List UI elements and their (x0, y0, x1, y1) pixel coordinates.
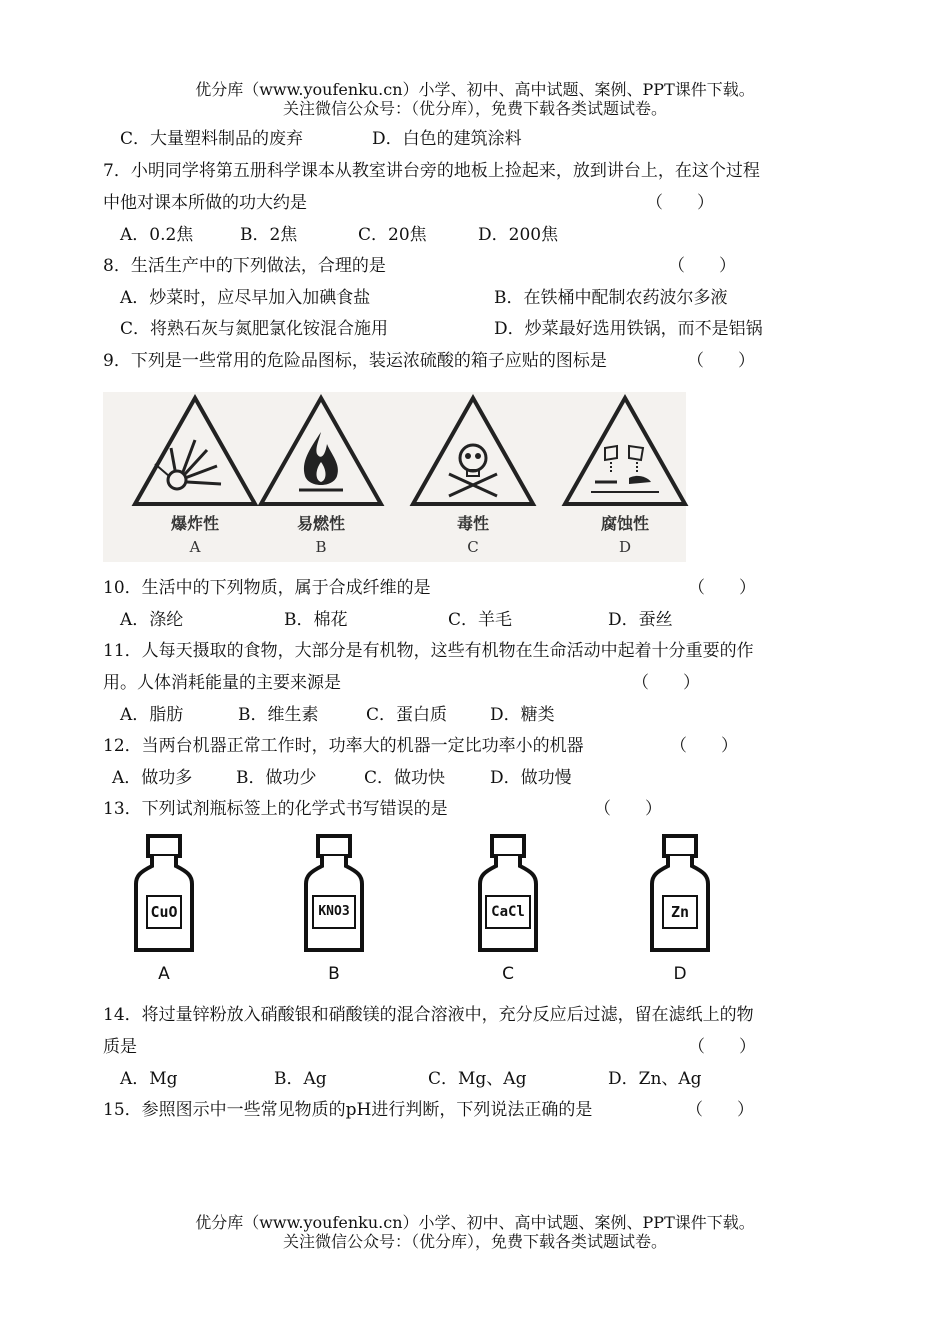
q6-option-d: D．白色的建筑涂料 (372, 129, 522, 149)
hazard-letter-d: D (618, 538, 632, 556)
q13-answer-paren: （ ） (594, 799, 662, 819)
q12-option-a: A．做功多 (112, 768, 193, 788)
q11-option-c: C．蛋白质 (366, 705, 448, 725)
q14-option-a: A．Mg (120, 1069, 178, 1089)
hazard-icons-panel (103, 392, 686, 562)
hazard-icon-d (555, 392, 695, 562)
q8-stem: 8．生活生产中的下列做法，合理的是 (103, 256, 386, 276)
bottle-label-b: KNO3 (318, 904, 350, 919)
q6-option-c: C．大量塑料制品的废弃 (120, 129, 304, 149)
q12-answer-paren: （ ） (670, 736, 738, 756)
flame-icon (251, 392, 391, 512)
reagent-bottle-b (300, 832, 390, 992)
q7-option-b: B．2焦 (240, 225, 298, 245)
hazard-label-a: 爆炸性 (170, 514, 219, 533)
q10-option-c: C．羊毛 (448, 610, 513, 630)
footer-line-1: 优分库（www.youfenku.cn）小学、初中、高中试题、案例、PPT课件下载。 (195, 1213, 755, 1232)
q7-stem-line-2: 中他对课本所做的功大约是 (103, 193, 307, 213)
reagent-bottle-icon (646, 832, 736, 957)
bottle-letter-d: D (673, 964, 687, 984)
header-line-2: 关注微信公众号：（优分库），免费下载各类试题试卷。 (282, 99, 667, 118)
q11-option-a: A．脂肪 (120, 705, 184, 725)
q8-answer-paren: （ ） (668, 256, 736, 276)
bottle-label-c: CaCl (491, 904, 525, 920)
q14-stem-line-2: 质是 (103, 1037, 137, 1057)
hazard-icon-c (403, 392, 543, 562)
hazard-label-c: 毒性 (456, 514, 489, 533)
reagent-bottle-icon (130, 832, 220, 957)
q14-option-b: B．Ag (274, 1069, 327, 1089)
reagent-bottle-d (646, 832, 736, 992)
bottle-letter-c: C (502, 964, 514, 984)
hazard-letter-c: C (467, 538, 479, 556)
q8-option-a: A．炒菜时，应尽早加入加碘食盐 (120, 288, 371, 308)
q15-answer-paren: （ ） (686, 1100, 754, 1120)
q11-answer-paren: （ ） (632, 673, 700, 693)
q10-option-a: A．涤纶 (120, 610, 184, 630)
q7-option-d: D．200焦 (478, 225, 559, 245)
q8-option-c: C．将熟石灰与氮肥氯化铵混合施用 (120, 319, 389, 339)
q8-option-b: B．在铁桶中配制农药波尔多液 (494, 288, 728, 308)
bottle-label-d: Zn (670, 903, 690, 921)
q9-stem: 9．下列是一些常用的危险品图标，装运浓硫酸的箱子应贴的图标是 (103, 351, 607, 371)
q10-answer-paren: （ ） (688, 578, 756, 598)
q11-stem-line-1: 11．人每天摄取的食物，大部分是有机物，这些有机物在生命活动中起着十分重要的作 (103, 641, 754, 661)
hazard-icon-a (125, 392, 265, 562)
q12-option-d: D．做功慢 (490, 768, 572, 788)
q12-option-c: C．做功快 (364, 768, 446, 788)
q10-option-d: D．蚕丝 (608, 610, 673, 630)
bottle-letter-a: A (158, 964, 170, 984)
hazard-label-b: 易燃性 (296, 514, 345, 533)
reagent-bottle-icon (300, 832, 390, 957)
q7-option-c: C．20焦 (358, 225, 427, 245)
q11-option-d: D．糖类 (490, 705, 555, 725)
hazard-label-d: 腐蚀性 (600, 514, 649, 533)
q11-option-b: B．维生素 (238, 705, 319, 725)
reagent-bottle-icon (474, 832, 564, 957)
bottle-letter-b: B (328, 964, 340, 984)
q14-option-c: C．Mg、Ag (428, 1069, 527, 1089)
q15-stem: 15．参照图示中一些常见物质的pH进行判断，下列说法正确的是 (103, 1100, 593, 1120)
q12-stem: 12．当两台机器正常工作时，功率大的机器一定比功率小的机器 (103, 736, 584, 756)
hazard-letter-a: A (189, 538, 201, 556)
q7-answer-paren: （ ） (646, 193, 714, 213)
q14-answer-paren: （ ） (688, 1037, 756, 1057)
q14-option-d: D．Zn、Ag (608, 1069, 702, 1089)
hazard-icon-b (251, 392, 391, 562)
q12-option-b: B．做功少 (236, 768, 317, 788)
q7-option-a: A．0.2焦 (120, 225, 194, 245)
reagent-bottle-a (130, 832, 220, 992)
header-line-1: 优分库（www.youfenku.cn）小学、初中、高中试题、案例、PPT课件下载。 (195, 80, 755, 99)
q13-stem: 13．下列试剂瓶标签上的化学式书写错误的是 (103, 799, 448, 819)
explosive-icon (125, 392, 265, 512)
corrosive-icon (555, 392, 695, 512)
q7-stem-line-1: 7．小明同学将第五册科学课本从教室讲台旁的地板上捡起来，放到讲台上，在这个过程 (103, 161, 760, 181)
q10-stem: 10．生活中的下列物质，属于合成纤维的是 (103, 578, 431, 598)
q9-answer-paren: （ ） (687, 351, 755, 371)
reagent-bottle-c (474, 832, 564, 992)
footer-line-2: 关注微信公众号：（优分库），免费下载各类试题试卷。 (282, 1232, 667, 1251)
q10-option-b: B．棉花 (284, 610, 348, 630)
q11-stem-line-2: 用。人体消耗能量的主要来源是 (103, 673, 341, 693)
skull-icon (403, 392, 543, 512)
hazard-letter-b: B (315, 538, 327, 556)
bottle-label-a: CuO (150, 903, 178, 921)
q14-stem-line-1: 14．将过量锌粉放入硝酸银和硝酸镁的混合溶液中，充分反应后过滤，留在滤纸上的物 (103, 1005, 754, 1025)
q8-option-d: D．炒菜最好选用铁锅，而不是铝锅 (494, 319, 763, 339)
